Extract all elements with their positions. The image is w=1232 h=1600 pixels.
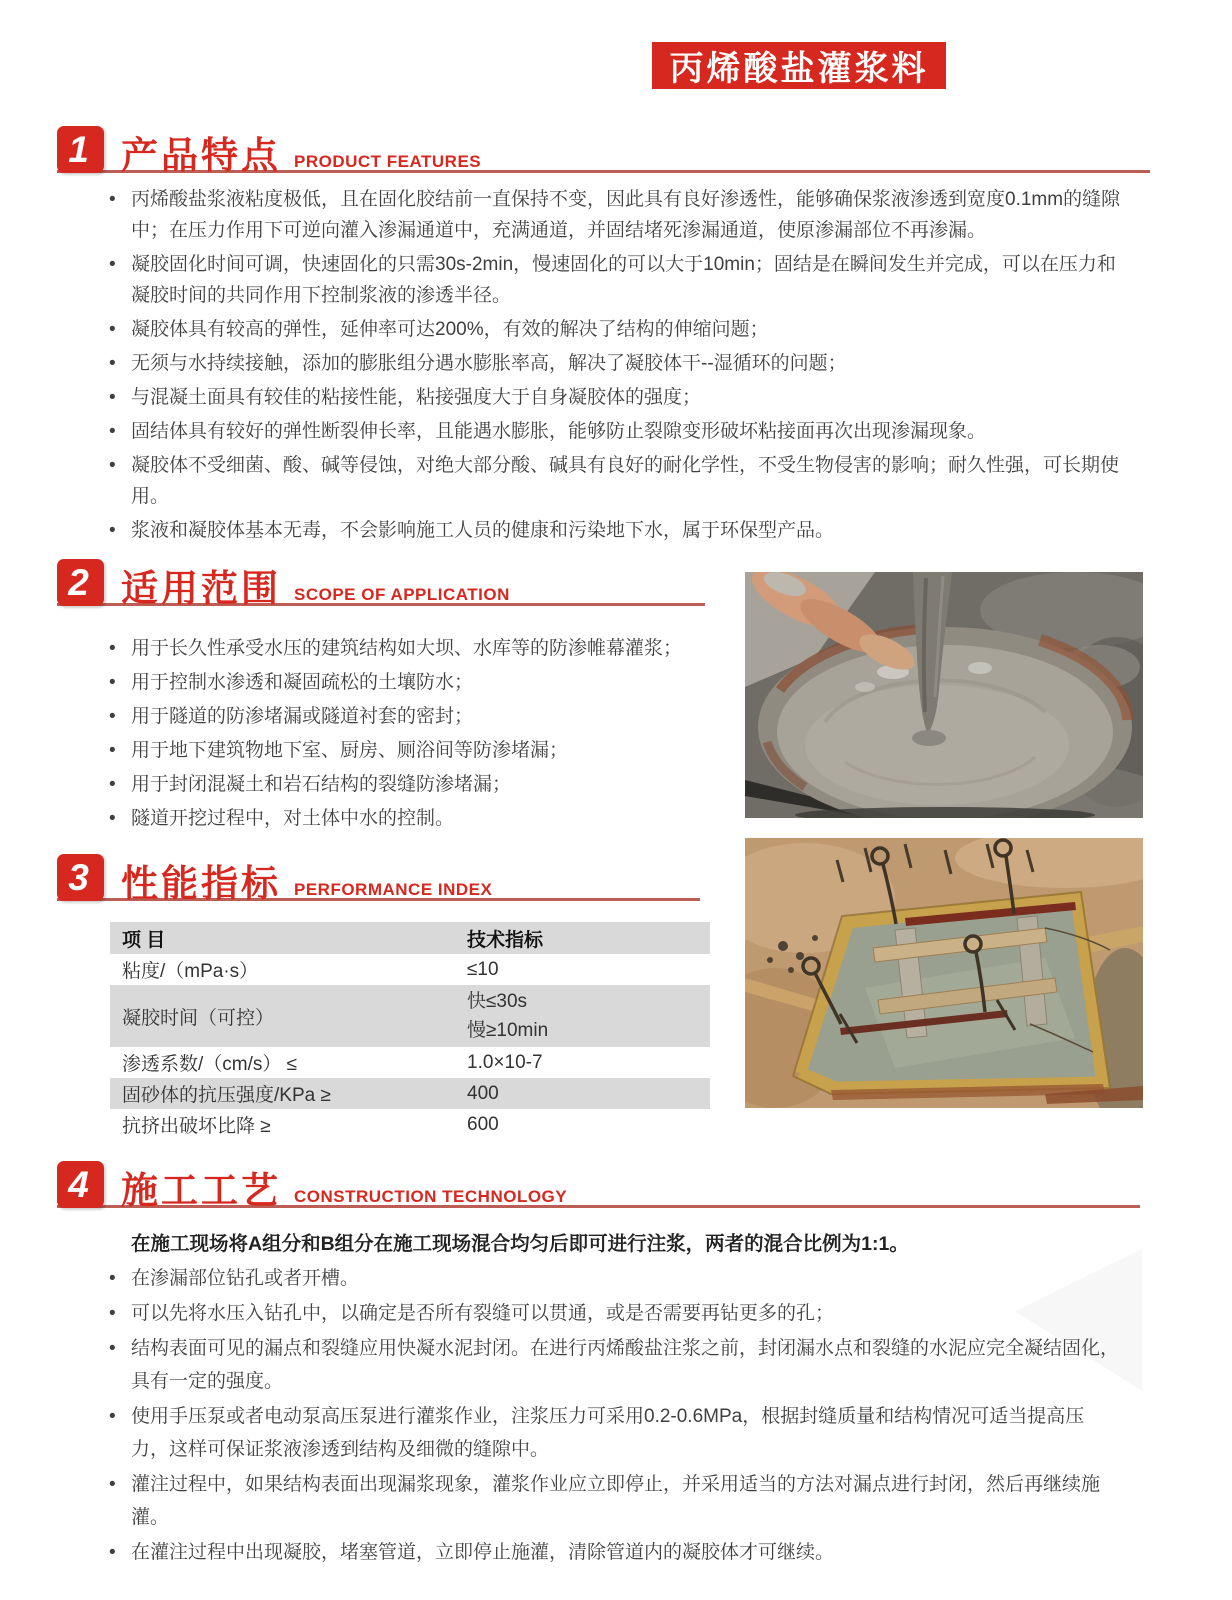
- list-item: • 凝胶体不受细菌、酸、碱等侵蚀，对绝大部分酸、碱具有良好的耐化学性，不受生物侵害的影响；耐久性强，可长期使用。: [106, 450, 1126, 512]
- list-item: • 使用手压泵或者电动泵高压泵进行灌浆作业，注浆压力可采用0.2-0.6MPa，根据封缝质量和结构情况可适当提高压力，这样可保证浆液渗透到结构及细微的缝隙中。: [106, 1400, 1121, 1466]
- section-number-badge: 4: [57, 1161, 104, 1208]
- list-item: • 用于封闭混凝土和岩石结构的裂缝防渗堵漏；: [106, 768, 731, 802]
- section-1-header: [57, 126, 482, 176]
- section-number-badge: 2: [57, 559, 104, 606]
- column-header-item: 项 目: [122, 929, 166, 951]
- spec-item: 固砂体的抗压强度/KPa ≥: [122, 1085, 331, 1106]
- section-number-badge: 3: [57, 854, 104, 901]
- section-title-cn: 产品特点: [121, 134, 281, 176]
- page-title: 丙烯酸盐灌浆料: [652, 42, 946, 89]
- construction-intro: 在施工现场将A组分和B组分在施工现场混合均匀后即可进行注浆，两者的混合比例为1:1。: [131, 1233, 909, 1255]
- section-4-header: [57, 1161, 568, 1211]
- list-item: • 用于控制水渗透和凝固疏松的土壤防水；: [106, 666, 731, 700]
- table-row: [110, 1047, 710, 1078]
- spec-item: 凝胶时间（可控）: [122, 1007, 275, 1029]
- section-title-en: PERFORMANCE INDEX: [294, 880, 493, 899]
- formwork-grouting-photo: [745, 838, 1143, 1108]
- spec-value: [455, 985, 710, 1047]
- spec-item: 渗透系数/（cm/s） ≤: [122, 1054, 298, 1075]
- list-item: • 凝胶体具有较高的弹性，延伸率可达200%，有效的解决了结构的伸缩问题；: [106, 314, 1126, 345]
- list-item: • 与混凝土面具有较佳的粘接性能，粘接强度大于自身凝胶体的强度；: [106, 382, 1126, 413]
- list-item: • 浆液和凝胶体基本无毒，不会影响施工人员的健康和污染地下水，属于环保型产品。: [106, 515, 1126, 546]
- list-item: • 在灌注过程中出现凝胶，堵塞管道，立即停止施灌，清除管道内的凝胶体才可继续。: [106, 1536, 1121, 1569]
- table-row: [110, 954, 710, 985]
- list-item: • 灌注过程中，如果结构表面出现漏浆现象，灌浆作业应立即停止，并采用适当的方法对漏点进行封闭，然后再继续施灌。: [106, 1468, 1121, 1534]
- list-item: • 可以先将水压入钻孔中，以确定是否所有裂缝可以贯通，或是否需要再钻更多的孔；: [106, 1297, 1121, 1330]
- section-number-badge: 1: [57, 126, 104, 173]
- section-title-cn: 性能指标: [121, 862, 281, 904]
- section-title-en: CONSTRUCTION TECHNOLOGY: [294, 1187, 568, 1206]
- watermark: [1035, 1240, 1185, 1370]
- list-item: • 用于隧道的防渗堵漏或隧道衬套的密封；: [106, 700, 731, 734]
- section-title-en: PRODUCT FEATURES: [294, 152, 482, 171]
- spec-value: ≤10: [467, 958, 499, 980]
- section-title-cn: 适用范围: [121, 567, 281, 609]
- column-header-index: 技术指标: [467, 929, 544, 951]
- table-row: [110, 985, 710, 1047]
- spec-item: 抗挤出破坏比降 ≥: [122, 1116, 271, 1137]
- list-item: • 丙烯酸盐浆液粘度极低，且在固化胶结前一直保持不变，因此具有良好渗透性，能够确保浆液渗透到宽度0.1mm的缝隙中；在压力作用下可逆向灌入渗漏通道中，充满通道，并固结堵死渗漏通道，使原渗漏部位不再渗漏。: [106, 184, 1126, 246]
- list-item: • 结构表面可见的漏点和裂缝应用快凝水泥封闭。在进行丙烯酸盐注浆之前，封闭漏水点和裂缝的水泥应完全凝结固化，具有一定的强度。: [106, 1332, 1121, 1398]
- table-row: [110, 1109, 710, 1140]
- section-3-header: [57, 854, 493, 904]
- section-title-cn: 施工工艺: [121, 1169, 281, 1211]
- gel-fast-value: 快≤30s: [467, 991, 528, 1012]
- grout-mixing-photo: [745, 572, 1143, 818]
- section-2-header: [57, 559, 510, 609]
- table-row: [110, 1078, 710, 1109]
- list-item: • 在渗漏部位钻孔或者开槽。: [106, 1262, 1121, 1295]
- list-item: • 凝胶固化时间可调，快速固化的只需30s-2min，慢速固化的可以大于10min；固结是在瞬间发生并完成，可以在压力和凝胶时间的共同作用下控制浆液的渗透半径。: [106, 249, 1126, 311]
- section-title-en: SCOPE OF APPLICATION: [294, 585, 510, 604]
- list-item: • 固结体具有较好的弹性断裂伸长率，且能遇水膨胀，能够防止裂隙变形破坏粘接面再次出现渗漏现象。: [106, 416, 1126, 447]
- list-item: • 用于地下建筑物地下室、厨房、厕浴间等防渗堵漏；: [106, 734, 731, 768]
- product-features-list: [106, 184, 1126, 549]
- list-item: • 隧道开挖过程中，对土体中水的控制。: [106, 802, 731, 836]
- table-header-row: [110, 922, 710, 954]
- list-item: • 用于长久性承受水压的建筑结构如大坝、水库等的防渗帷幕灌浆；: [106, 632, 731, 666]
- spec-value: 600: [467, 1113, 499, 1135]
- list-item: • 无须与水持续接触，添加的膨胀组分遇水膨胀率高，解决了凝胶体干--湿循环的问题；: [106, 348, 1126, 379]
- application-list: [106, 632, 731, 836]
- spec-item: 粘度/（mPa·s）: [122, 961, 259, 982]
- spec-value: 1.0×10-7: [467, 1051, 543, 1073]
- performance-table: [110, 922, 710, 1140]
- spec-value: 400: [467, 1082, 499, 1104]
- gel-slow-value: 慢≥10min: [467, 1020, 549, 1041]
- construction-steps-list: [106, 1262, 1121, 1571]
